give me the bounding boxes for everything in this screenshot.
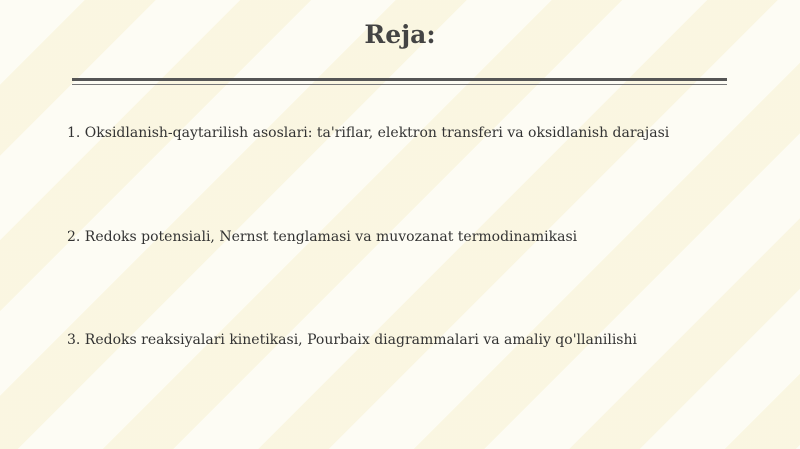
plan-item-2: 2. Redoks potensiali, Nernst tenglamasi va muvozanat termodinamikasi — [67, 229, 578, 245]
plan-item-3: 3. Redoks reaksiyalari kinetikasi, Pourbaix diagrammalari va amaliy qo'llanilishi — [67, 332, 637, 348]
title-divider-thin — [72, 84, 727, 85]
plan-item-1: 1. Oksidlanish-qaytarilish asoslari: ta'riflar, elektron transferi va oksidlanish darajasi — [67, 125, 670, 141]
slide-title: Reja: — [364, 20, 436, 49]
title-divider-thick — [72, 78, 727, 81]
